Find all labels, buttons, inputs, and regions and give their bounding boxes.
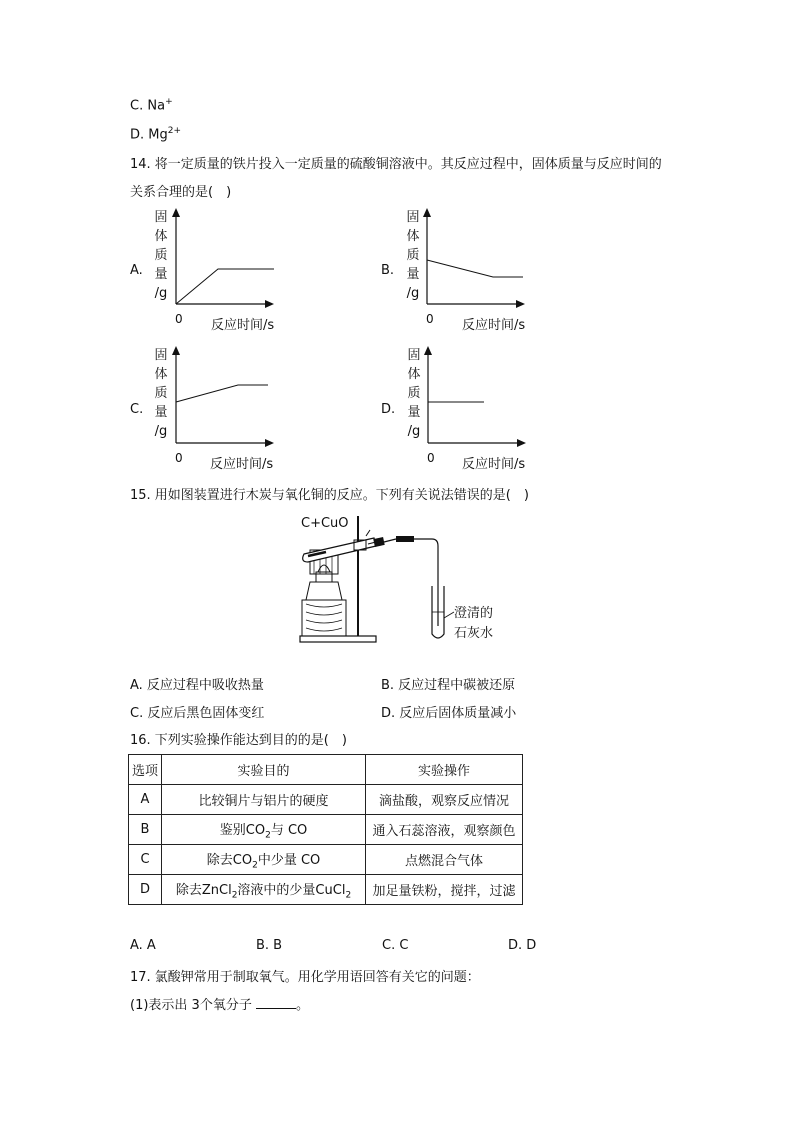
q16-answer-d: D. D [508,938,537,953]
graph-b-label: B. [381,263,395,278]
q15-option-c: C. 反应后黑色固体变红 [130,706,265,721]
x-axis-arrow [516,300,525,308]
y-axis-label: 固 体 质 量 /g [154,210,168,301]
table-row: D 除去ZnCl$_2$溶液中的少量CuCl$_2$ 加足量铁粉，搅拌，过滤 [129,875,523,905]
apparatus-drawing [296,508,506,648]
y-axis-arrow [172,208,180,217]
y-axis-label: 固 体 质 量 /g [154,348,168,439]
q15-option-b: B. 反应过程中碳被还原 [381,678,516,693]
x-axis-label: 反应时间/s [210,457,274,472]
q16-answer-b: B. B [256,938,283,953]
origin-label: 0 [175,312,183,326]
table-header-row [129,755,523,785]
q15-option-a: A. 反应过程中吸收热量 [130,678,264,693]
limewater-label-2: 石灰水 [454,626,494,641]
graph-c-label: C. [130,402,144,417]
y-axis-arrow [423,208,431,217]
y-axis-label: 固 体 质 量 /g [407,348,421,439]
x-axis-arrow [265,300,274,308]
q16-answer-c: C. C [382,938,409,953]
x-axis-arrow [265,439,274,447]
q16-stem: 16. 下列实验操作能达到目的的是( ) [130,733,347,748]
q15-stem: 15. 用如图装置进行木炭与氧化铜的反应。下列有关说法错误的是( ) [130,488,529,503]
q17-sub1: (1)表示出 3个氧分子 。 [130,998,309,1013]
stand-base [300,636,376,642]
origin-label: 0 [175,451,183,465]
q16-table [128,754,523,905]
stopper [373,537,384,547]
graph-d-label: D. [381,402,396,417]
table-row: C 除去$CO_2$中少量 CO 点燃混合气体 [129,845,523,875]
graph-a-plot [170,208,320,318]
x-axis-arrow [517,439,526,447]
alcohol-lamp [306,582,342,600]
curve-c [176,385,268,402]
limewater-label-1: 澄清的 [454,606,494,621]
y-axis-label: 固 体 质 量 /g [406,210,420,301]
x-axis-label: 反应时间/s [462,457,526,472]
graph-a-label: A. [130,263,143,278]
reactants-label: C+CuO [301,516,349,531]
apparatus-figure [296,508,506,648]
graph-b-plot [421,208,571,318]
q13-option-c: C. Na+ [130,97,173,114]
rubber-tube [396,536,414,542]
q13-option-d: D. $Mg^{2+}$ [130,126,182,143]
q16-answer-a: A. A [130,938,156,953]
q17-stem: 17. 氯酸钾常用于制取氧气。用化学用语回答有关它的问题： [130,970,480,985]
header-purpose: 实验目的 [162,755,366,785]
y-axis-arrow [424,346,432,355]
header-option: 选项 [129,755,162,785]
origin-label: 0 [426,312,434,326]
table-row: A 比较铜片与铝片的硬度 滴盐酸，观察反应情况 [129,785,523,815]
table-row: B 鉴别$CO_2$与 CO 通入石蕊溶液，观察颜色 [129,815,523,845]
q14-stem-line2: 关系合理的是( ) [130,185,232,200]
x-axis-label: 反应时间/s [211,318,275,333]
header-operation: 实验操作 [366,755,523,785]
q15-option-d: D. 反应后固体质量减小 [381,706,517,721]
y-axis-arrow [172,346,180,355]
curve-b [427,260,523,277]
curve-a [176,269,274,304]
graph-c-plot [170,346,320,456]
x-axis-label: 反应时间/s [462,318,526,333]
delivery-tube [414,539,438,626]
origin-label: 0 [427,451,435,465]
answer-blank[interactable] [256,997,296,1009]
q14-stem-line1: 14. 将一定质量的铁片投入一定质量的硫酸铜溶液中。其反应过程中，固体质量与反应时间的 [130,157,662,172]
graph-d-plot [421,346,571,456]
